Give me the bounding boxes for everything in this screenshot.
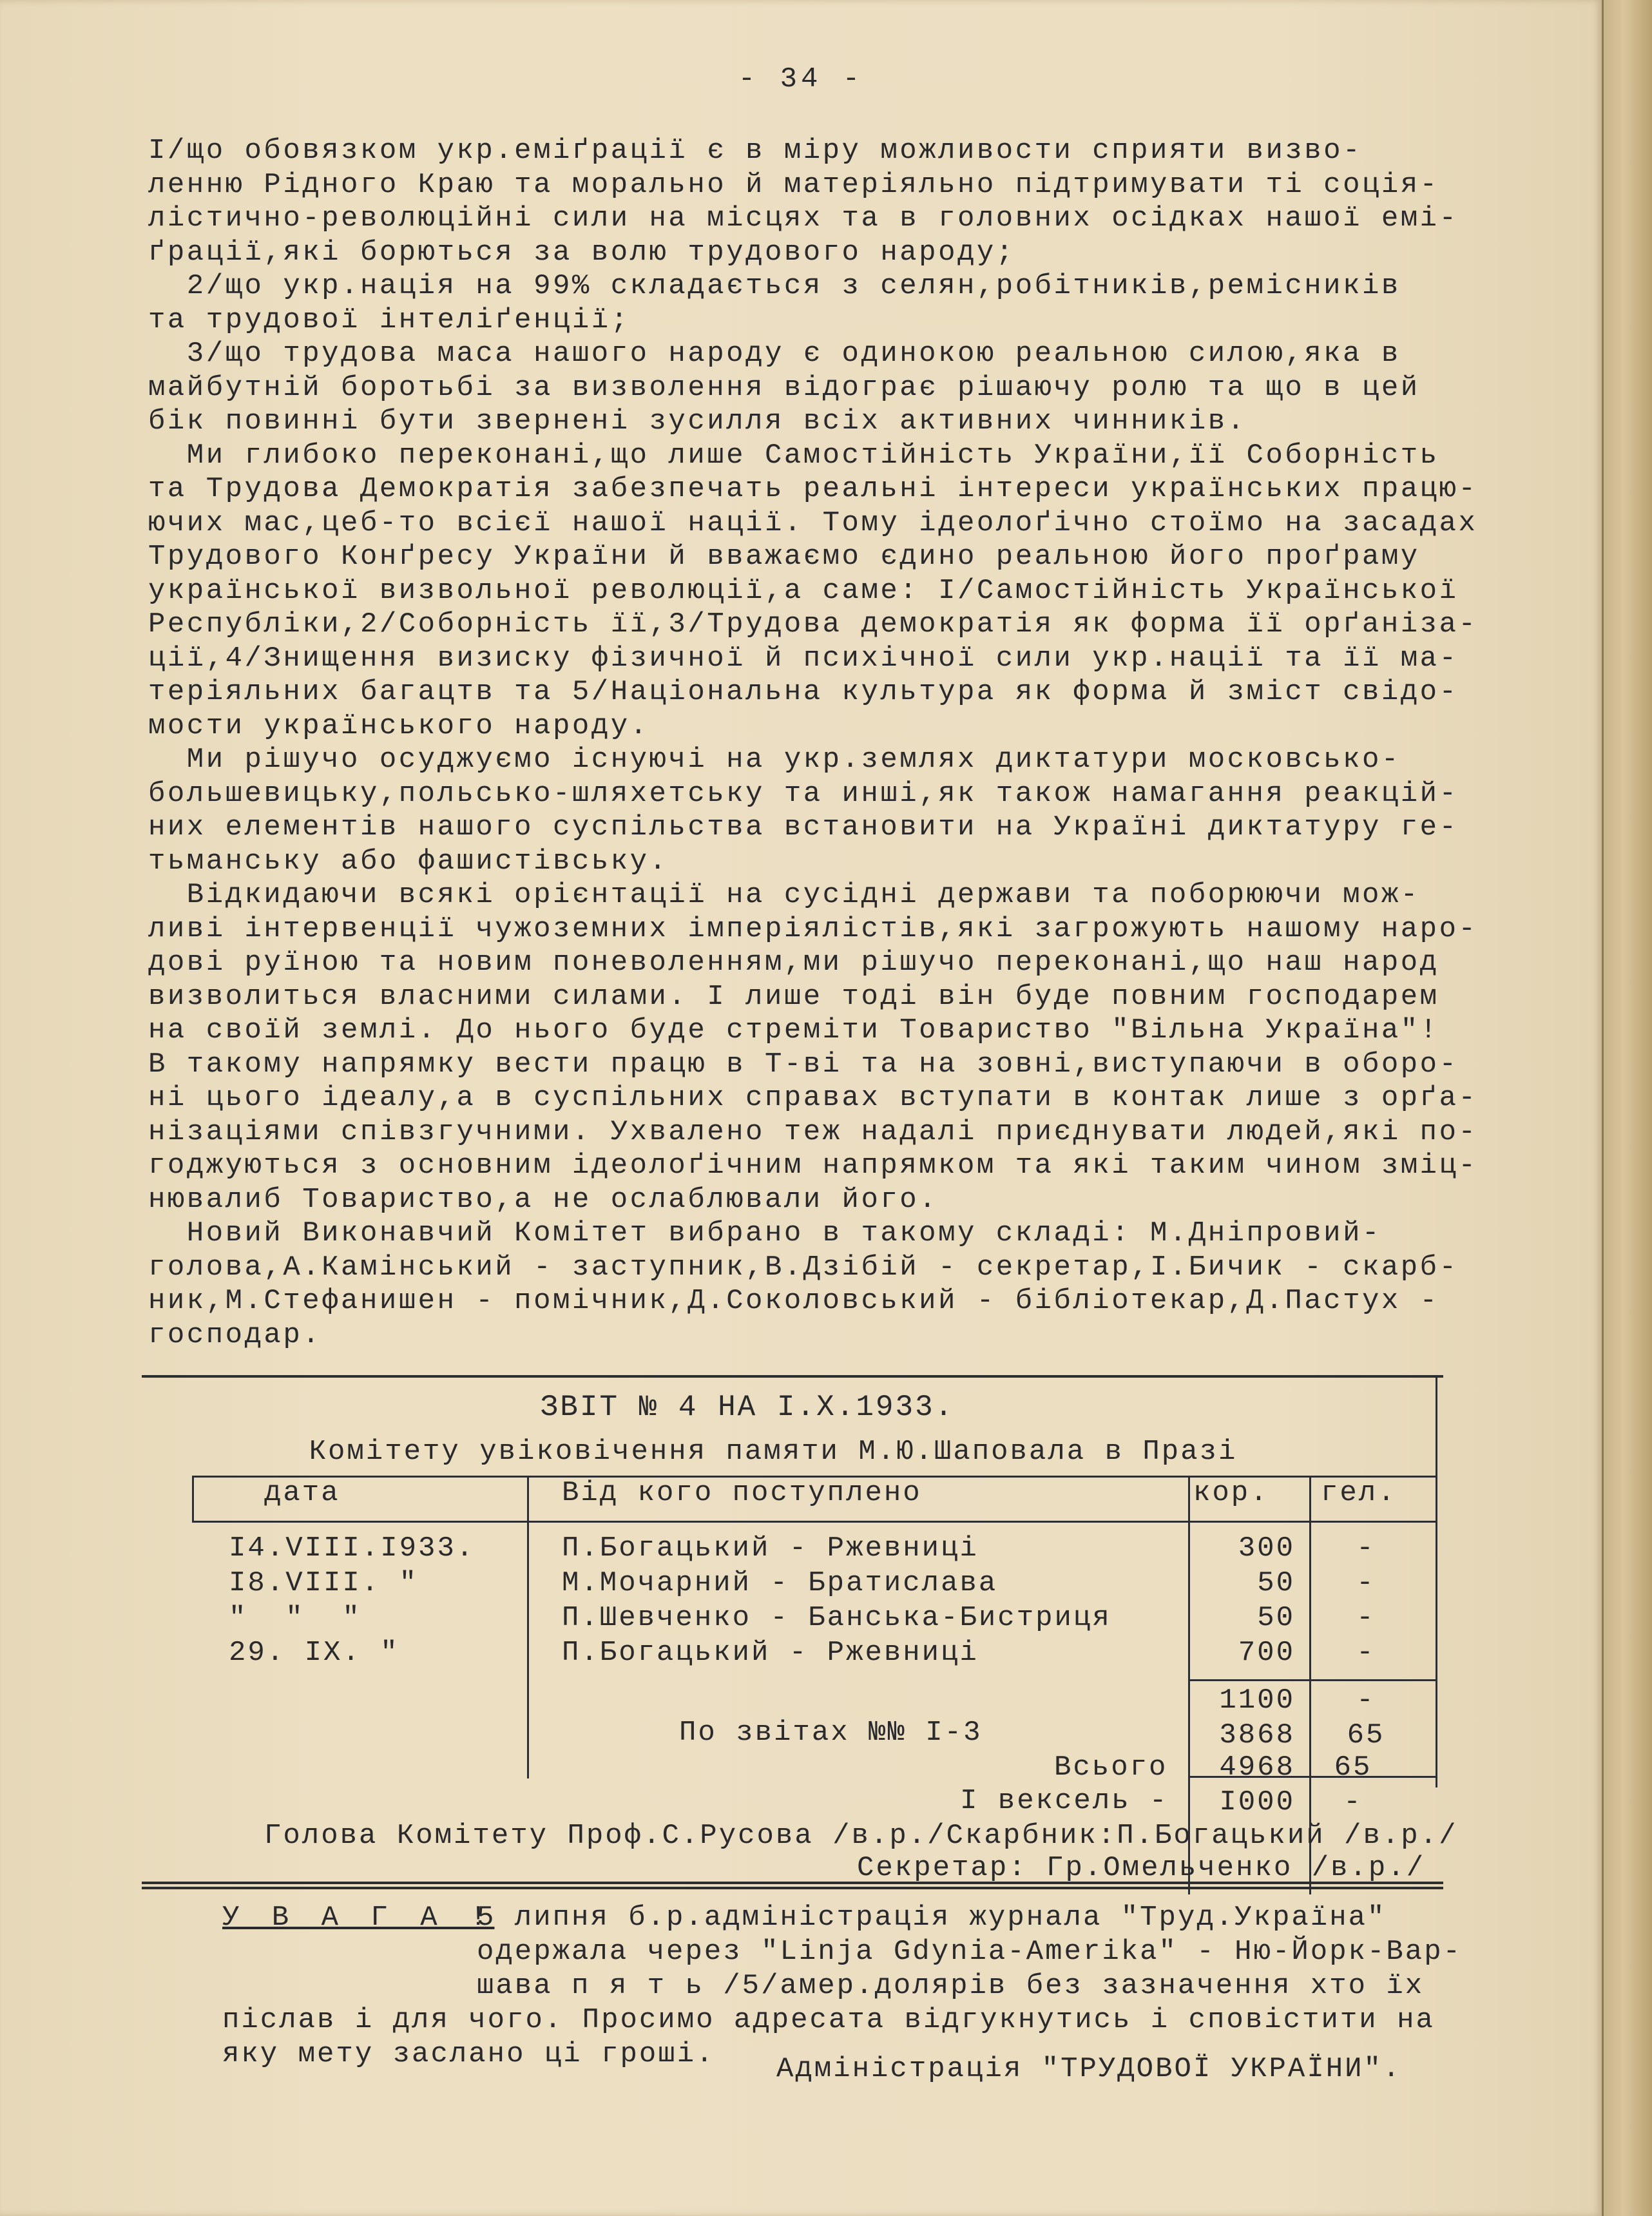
notice-line: післав і для чого. Просимо адресата відгукнутись і сповістити на <box>222 2004 1435 2036</box>
bill-hel: - <box>1343 1786 1363 1818</box>
subtotal-kor: 1100 <box>1219 1684 1295 1717</box>
body-line: В такому напрямку вести працю в Т-ві та на зовні,виступаючи в оборо- <box>148 1048 1459 1081</box>
signature-secretary: Секретар: Гр.Омельченко /в.р./ <box>857 1852 1426 1884</box>
previous-label: По звітах №№ I-3 <box>679 1717 983 1749</box>
row-hel: - <box>1356 1637 1376 1669</box>
body-line: ленню Рідного Краю та морально й матеріяльно підтримувати ті соція- <box>148 168 1439 201</box>
row-from: П.Богацький - Ржевниці <box>562 1637 979 1669</box>
body-line: 3/що трудова маса нашого народу є одинокою реальною силою,яка в <box>148 338 1401 370</box>
row-from: П.Шевченко - Банська-Бистриця <box>562 1602 1111 1634</box>
header-date: дата <box>264 1477 340 1509</box>
body-line: української визвольної революції,а саме: I/Самостійність Української <box>148 574 1459 607</box>
body-line: бік повинні бути звернені зусилля всіх активних чинників. <box>148 405 1247 438</box>
body-line: ник,М.Стефанишен - помічник,Д.Соколовський - бібліотекар,Д.Пастух - <box>148 1285 1439 1317</box>
body-line: господар. <box>148 1318 322 1351</box>
body-line: ючих мас,цеб-то всієї нашої нації. Тому ідеолоґічно стоїмо на засадах <box>148 506 1478 539</box>
total-hel: 65 <box>1334 1751 1372 1784</box>
row-kor: 50 <box>1257 1567 1295 1599</box>
header-hel: гел. <box>1321 1477 1397 1509</box>
total-label: Всього <box>1054 1751 1168 1784</box>
body-line: них елементів нашого суспільства встановити на Україні диктатуру ге- <box>148 811 1459 843</box>
row-kor: 50 <box>1257 1602 1295 1634</box>
body-line: Новий Виконавчий Комітет вибрано в такому складі: М.Дніпровий- <box>148 1217 1381 1249</box>
report-title: ЗВІТ № 4 НА І.Х.1933. <box>540 1391 955 1424</box>
body-line: теріяльних багацтв та 5/Національна культура як форма й зміст свідо- <box>148 676 1459 708</box>
body-line: Ми рішучо осуджуємо існуючі на укр.землях диктатури московсько- <box>148 744 1401 776</box>
body-line: Ми глибоко переконані,що лише Самостійність України,її Соборність <box>148 439 1439 472</box>
row-date: 29. IX. " <box>229 1637 399 1669</box>
body-line: та Трудова Демократія забезпечать реальні інтереси українських працю- <box>148 473 1478 505</box>
row-hel: - <box>1356 1532 1376 1565</box>
header-kor: кор. <box>1193 1477 1269 1509</box>
notice-signature: Адміністрація "ТРУДОВОЇ УКРАЇНИ". <box>776 2053 1402 2085</box>
signature-chair: Голова Комітету Проф.С.Русова /в.р./Скарбник:П.Богацький /в.р./ <box>264 1820 1458 1852</box>
page-number: - 34 - <box>738 63 864 95</box>
body-line: 2/що укр.нація на 99% складається з селян,робітників,ремісників <box>148 270 1401 302</box>
page-binding-edge <box>1602 0 1652 2216</box>
total-kor: 4968 <box>1219 1751 1295 1784</box>
body-line: визволиться власними силами. І лише тоді він буде повним господарем <box>148 980 1439 1013</box>
notice-line: шава п я т ь /5/амер.долярів без зазначення хто їх <box>477 1970 1425 2002</box>
body-line: голова,А.Камінський - заступник,В.Дзібій - секретар,І.Бичик - скарб- <box>148 1251 1459 1284</box>
body-line: ції,4/Знищення визиску фізичної й психічної сили укр.нації та її ма- <box>148 642 1459 675</box>
body-line: Трудового Конґресу України й вважаємо єдино реальною його проґраму <box>148 541 1420 573</box>
table-col-divider-1 <box>527 1476 529 1778</box>
body-line: годжуються з основним ідеолоґічним напрямком та які таким чином зміц- <box>148 1150 1478 1182</box>
bill-label: I вексель - <box>960 1785 1169 1817</box>
notice-label: У В А Г А ! <box>222 1902 495 1934</box>
previous-kor: 3868 <box>1219 1719 1295 1751</box>
body-line: ні цього ідеалу,а в суспільних справах вступати в контак лише з орґа- <box>148 1082 1478 1114</box>
notice-line: яку мету заслано ці гроші. <box>222 2038 715 2070</box>
notice-line: одержала через "Linja Gdynia-Amerika" - Ню-Йорк-Вар- <box>477 1936 1463 1968</box>
report-subtitle: Комітету увіковічення памяти М.Ю.Шаповала в Празі <box>309 1436 1238 1468</box>
subtotal-line <box>1188 1679 1436 1681</box>
row-date: " " " <box>229 1602 361 1634</box>
body-line: I/що обовязком укр.еміґрації є в міру можливости сприяти визво- <box>148 135 1362 167</box>
row-from: М.Мочарний - Братислава <box>562 1567 998 1599</box>
body-line: ливі інтервенції чужоземних імперіялістів,які загрожують нашому наро- <box>148 912 1478 945</box>
body-line: майбутній боротьбі за визволення відограє рішаючу ролю та що в цей <box>148 371 1420 404</box>
body-line: мости українського народу. <box>148 709 649 742</box>
body-line: та трудової інтеліґенції; <box>148 303 630 336</box>
row-hel: - <box>1356 1567 1376 1599</box>
body-text <box>148 134 1514 1352</box>
body-line: нізаціями співзгучними. Ухвалено теж надалі приєднувати людей,які по- <box>148 1115 1478 1148</box>
subtotal-hel: - <box>1356 1684 1376 1717</box>
report-bottom-rule <box>142 1882 1443 1884</box>
body-line: дові руїною та новим поневоленням,ми рішучо переконані,що наш нарoд <box>148 947 1439 979</box>
report-right-rule <box>1436 1375 1437 1787</box>
bill-kor: I000 <box>1219 1786 1295 1818</box>
notice-line: 5 липня б.р.адміністрація журнала "Труд.Україна" <box>477 1902 1387 1934</box>
row-hel: - <box>1356 1602 1376 1634</box>
row-kor: 300 <box>1238 1532 1295 1565</box>
body-line: тьманську або фашистівську. <box>148 845 669 878</box>
body-line: Республіки,2/Соборність її,3/Трудова демократія як форма її орґаніза- <box>148 608 1478 641</box>
row-date: I4.VIII.I933. <box>229 1532 475 1565</box>
body-line: Відкидаючи всякі орієнтації на сусідні держави та поборюючи мож- <box>148 879 1420 911</box>
body-line: ґрації,які борються за волю трудового народу; <box>148 236 1015 269</box>
report-bottom-rule <box>142 1887 1443 1889</box>
body-line: лістично-революційні сили на місцях та в головних осідках нашої емі- <box>148 202 1459 235</box>
previous-hel: 65 <box>1347 1719 1385 1751</box>
table-left-line <box>192 1476 194 1522</box>
row-from: П.Богацький - Ржевниці <box>562 1532 979 1565</box>
table-header-bottom-line <box>192 1521 1436 1523</box>
header-from: Від кого поступлено <box>562 1477 922 1509</box>
body-line: нювалиб Товариство,а не ослаблювали його. <box>148 1183 939 1216</box>
body-line: большевицьку,польсько-шляхетську та инші,як також намагання реакцій- <box>148 777 1459 810</box>
row-date: I8.VIII. " <box>229 1567 419 1599</box>
body-line: на своїй землі. До нього буде стреміти Товариство "Вільна Україна"! <box>148 1014 1439 1046</box>
report-top-rule <box>142 1375 1443 1378</box>
row-kor: 700 <box>1238 1637 1295 1669</box>
